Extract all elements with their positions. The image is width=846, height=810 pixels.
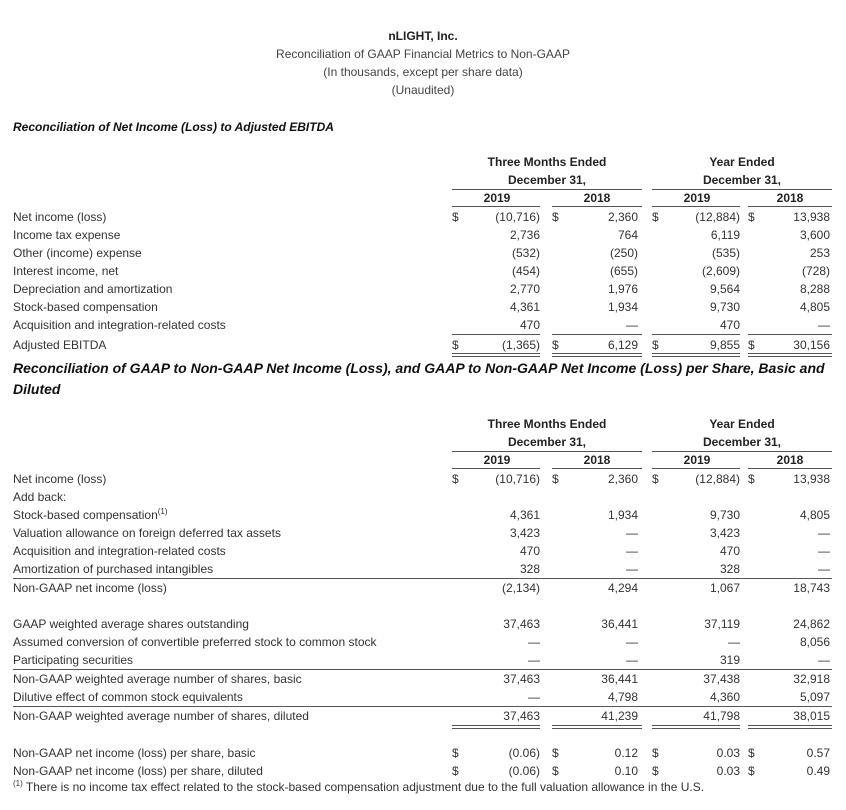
- total-double-rule: [552, 353, 642, 357]
- row-label: Stock-based compensation: [13, 300, 158, 314]
- value-cell: —: [818, 562, 830, 576]
- table-row-total: [0, 336, 846, 354]
- report-subtitle: Reconciliation of GAAP Financial Metrics to Non-GAAP: [276, 47, 570, 61]
- value-cell: 0.10: [614, 764, 638, 778]
- value-cell: 18,743: [793, 581, 830, 595]
- value-cell: 6,129: [607, 338, 638, 352]
- row-label-text: Stock-based compensation: [13, 508, 158, 522]
- currency-symbol: $: [748, 338, 755, 352]
- table-row: [0, 651, 846, 669]
- year-header: 2019: [483, 453, 511, 467]
- value-cell: —: [818, 544, 830, 558]
- value-cell: 2,736: [509, 228, 540, 242]
- row-label: Adjusted EBITDA: [13, 338, 107, 352]
- value-cell: 41,798: [703, 709, 740, 723]
- row-label: Non-GAAP net income (loss): [13, 581, 167, 595]
- period-year-label: Year Ended: [709, 417, 775, 431]
- table-row: [0, 208, 846, 226]
- value-cell: 1,934: [607, 508, 638, 522]
- value-cell: (10,716): [495, 472, 540, 486]
- value-cell: 470: [519, 318, 540, 332]
- table-row: [0, 615, 846, 633]
- period-year-rule: [652, 189, 832, 190]
- value-cell: 32,918: [793, 672, 830, 686]
- row-label: Income tax expense: [13, 228, 121, 242]
- value-cell: —: [626, 526, 638, 540]
- year-rule: [748, 468, 832, 469]
- value-cell: 37,463: [503, 672, 540, 686]
- row-label: Non-GAAP weighted average number of shares, diluted: [13, 709, 309, 723]
- value-cell: 1,067: [709, 581, 740, 595]
- table-row: [0, 560, 846, 578]
- period-year-rule: [652, 451, 832, 452]
- value-cell: 3,423: [509, 526, 540, 540]
- value-cell: 13,938: [793, 472, 830, 486]
- year-rule: [552, 468, 642, 469]
- value-cell: (532): [511, 246, 540, 260]
- value-cell: 2,360: [607, 472, 638, 486]
- currency-symbol: $: [652, 210, 659, 224]
- currency-symbol: $: [552, 338, 559, 352]
- total-double-rule: [452, 353, 540, 357]
- footnote-text: There is no income tax effect related to the stock-based compensation adjustment due to the full valuation allowance in the U.S.: [25, 780, 705, 794]
- year-rule: [652, 206, 740, 207]
- period-year-date: December 31,: [702, 435, 782, 449]
- year-header: 2018: [583, 453, 611, 467]
- value-cell: 37,463: [503, 709, 540, 723]
- currency-symbol: $: [452, 210, 459, 224]
- value-cell: (12,884): [695, 472, 740, 486]
- row-label: Non-GAAP net income (loss) per share, diluted: [13, 764, 263, 778]
- total-double-rule: [748, 353, 832, 357]
- value-cell: 41,239: [601, 709, 638, 723]
- table-row: [0, 670, 846, 688]
- table-row: [0, 488, 846, 506]
- value-cell: —: [528, 653, 540, 667]
- value-cell: 470: [719, 544, 740, 558]
- table-row: [0, 744, 846, 762]
- value-cell: 0.12: [614, 746, 638, 760]
- value-cell: 470: [519, 544, 540, 558]
- value-cell: (1,365): [501, 338, 540, 352]
- total-double-rule: [652, 725, 740, 729]
- period-quarter-rule: [452, 451, 642, 452]
- value-cell: 9,564: [709, 282, 740, 296]
- row-label: Amortization of purchased intangibles: [13, 562, 214, 576]
- value-cell: (12,884): [695, 210, 740, 224]
- currency-symbol: $: [552, 472, 559, 486]
- currency-symbol: $: [748, 472, 755, 486]
- table-row: [0, 244, 846, 262]
- table-row: [0, 470, 846, 488]
- table-row: [0, 506, 846, 524]
- table-row: [0, 688, 846, 706]
- value-cell: (535): [711, 246, 740, 260]
- row-label: Non-GAAP weighted average number of shares, basic: [13, 672, 302, 686]
- year-header: 2018: [776, 191, 804, 205]
- value-cell: (728): [801, 264, 830, 278]
- value-cell: 4,805: [799, 508, 830, 522]
- value-cell: —: [818, 526, 830, 540]
- value-cell: 36,441: [601, 617, 638, 631]
- year-rule: [452, 468, 540, 469]
- value-cell: 764: [617, 228, 638, 242]
- value-cell: 37,438: [703, 672, 740, 686]
- value-cell: (454): [511, 264, 540, 278]
- value-cell: 3,600: [799, 228, 830, 242]
- value-cell: 470: [719, 318, 740, 332]
- value-cell: 9,855: [709, 338, 740, 352]
- currency-symbol: $: [552, 210, 559, 224]
- value-cell: 0.03: [716, 746, 740, 760]
- value-cell: 328: [519, 562, 540, 576]
- value-cell: 0.03: [716, 764, 740, 778]
- value-cell: 0.57: [806, 746, 830, 760]
- value-cell: 6,119: [710, 228, 740, 242]
- table-row: [0, 226, 846, 244]
- period-header-year: [652, 153, 832, 189]
- value-cell: (2,134): [501, 581, 540, 595]
- value-cell: —: [818, 318, 830, 332]
- value-cell: (0.06): [508, 746, 540, 760]
- value-cell: 9,730: [709, 300, 740, 314]
- total-double-rule: [452, 725, 540, 729]
- currency-symbol: $: [452, 338, 459, 352]
- year-header: 2018: [776, 453, 804, 467]
- year-header: 2019: [683, 191, 711, 205]
- total-double-rule: [652, 353, 740, 357]
- value-cell: 4,360: [709, 690, 740, 704]
- value-cell: (250): [609, 246, 638, 260]
- company-name: nLIGHT, Inc.: [388, 29, 458, 43]
- period-header-quarter: [452, 415, 642, 451]
- value-cell: —: [626, 544, 638, 558]
- row-label: Acquisition and integration-related costs: [13, 318, 226, 332]
- value-cell: 1,934: [607, 300, 638, 314]
- year-rule: [452, 206, 540, 207]
- year-header: 2019: [683, 453, 711, 467]
- row-label: Participating securities: [13, 653, 134, 667]
- value-cell: 37,463: [503, 617, 540, 631]
- footnote-marker: (1): [13, 779, 23, 788]
- currency-symbol: $: [552, 764, 559, 778]
- table-row: [0, 316, 846, 334]
- value-cell: 36,441: [601, 672, 638, 686]
- value-cell: 1,976: [607, 282, 638, 296]
- period-year-label: Year Ended: [709, 155, 775, 169]
- value-cell: 4,361: [509, 300, 540, 314]
- period-year-date: December 31,: [702, 173, 782, 187]
- subtotal-rule: [652, 334, 740, 335]
- row-label: Valuation allowance on foreign deferred tax assets: [13, 526, 281, 540]
- period-header-year: [652, 415, 832, 451]
- row-label: GAAP weighted average shares outstanding: [13, 617, 249, 631]
- currency-symbol: $: [652, 764, 659, 778]
- value-cell: 2,770: [509, 282, 540, 296]
- value-cell: —: [626, 318, 638, 332]
- value-cell: 9,730: [709, 508, 740, 522]
- value-cell: 38,015: [793, 709, 830, 723]
- table-row: [0, 524, 846, 542]
- section-title-non-gaap: Reconciliation of GAAP to Non-GAAP Net Income (Loss), and GAAP to Non-GAAP Net Income (Loss) per Share, Basic and Diluted: [13, 360, 825, 397]
- value-cell: (10,716): [495, 210, 540, 224]
- year-header: 2019: [483, 191, 511, 205]
- row-label: Assumed conversion of convertible preferred stock to common stock: [13, 635, 377, 649]
- year-rule: [748, 206, 832, 207]
- row-label: Interest income, net: [13, 264, 119, 278]
- currency-symbol: $: [452, 746, 459, 760]
- table-row: [0, 298, 846, 316]
- value-cell: 8,056: [799, 635, 830, 649]
- subtotal-rule: [552, 334, 642, 335]
- period-header-quarter: [452, 153, 642, 189]
- currency-symbol: $: [748, 746, 755, 760]
- value-cell: —: [818, 653, 830, 667]
- value-cell: 13,938: [793, 210, 830, 224]
- currency-symbol: $: [748, 210, 755, 224]
- value-cell: (2,609): [701, 264, 740, 278]
- value-cell: (655): [609, 264, 638, 278]
- row-label: [13, 506, 168, 524]
- currency-symbol: $: [452, 472, 459, 486]
- value-cell: 4,805: [799, 300, 830, 314]
- row-label: Other (income) expense: [13, 246, 142, 260]
- table-row: [0, 579, 846, 597]
- currency-symbol: $: [552, 746, 559, 760]
- total-double-rule: [748, 725, 832, 729]
- value-cell: —: [528, 635, 540, 649]
- value-cell: 319: [719, 653, 740, 667]
- period-quarter-date: December 31,: [507, 173, 587, 187]
- year-header: 2018: [583, 191, 611, 205]
- table-row: [0, 633, 846, 651]
- footnote-marker: (1): [157, 507, 168, 516]
- audit-note: (Unaudited): [391, 83, 455, 97]
- value-cell: 4,798: [607, 690, 638, 704]
- value-cell: 3,423: [709, 526, 740, 540]
- table-row: [0, 262, 846, 280]
- row-label: Non-GAAP net income (loss) per share, basic: [13, 746, 256, 760]
- value-cell: —: [626, 653, 638, 667]
- total-double-rule: [552, 725, 642, 729]
- value-cell: —: [626, 562, 638, 576]
- currency-symbol: $: [652, 472, 659, 486]
- year-rule: [552, 206, 642, 207]
- period-quarter-date: December 31,: [507, 435, 587, 449]
- subtotal-rule: [452, 334, 540, 335]
- value-cell: 2,360: [607, 210, 638, 224]
- value-cell: 37,119: [704, 617, 740, 631]
- table-row: [0, 762, 846, 780]
- units-note: (In thousands, except per share data): [323, 65, 523, 79]
- row-label: Add back:: [13, 490, 67, 504]
- currency-symbol: $: [652, 746, 659, 760]
- currency-symbol: $: [652, 338, 659, 352]
- period-quarter-label: Three Months Ended: [487, 155, 607, 169]
- currency-symbol: $: [748, 764, 755, 778]
- value-cell: 5,097: [799, 690, 830, 704]
- value-cell: —: [626, 635, 638, 649]
- row-label: Net income (loss): [13, 210, 107, 224]
- period-quarter-label: Three Months Ended: [487, 417, 607, 431]
- footnote: [13, 780, 704, 794]
- value-cell: 4,294: [607, 581, 638, 595]
- value-cell: (0.06): [508, 764, 540, 778]
- row-label: Acquisition and integration-related costs: [13, 544, 226, 558]
- year-rule: [652, 468, 740, 469]
- section-title-adjusted-ebitda: Reconciliation of Net Income (Loss) to Adjusted EBITDA: [13, 120, 334, 134]
- subtotal-rule: [748, 334, 832, 335]
- value-cell: 4,361: [509, 508, 540, 522]
- period-quarter-rule: [452, 189, 642, 190]
- row-label: Depreciation and amortization: [13, 282, 173, 296]
- value-cell: 24,862: [793, 617, 830, 631]
- value-cell: 328: [719, 562, 740, 576]
- value-cell: 0.49: [806, 764, 830, 778]
- value-cell: 253: [809, 246, 830, 260]
- value-cell: —: [728, 635, 740, 649]
- value-cell: 30,156: [793, 338, 830, 352]
- currency-symbol: $: [452, 764, 459, 778]
- table-row: [0, 280, 846, 298]
- row-label: Dilutive effect of common stock equivalents: [13, 690, 243, 704]
- table-row: [0, 542, 846, 560]
- row-label: Net income (loss): [13, 472, 107, 486]
- value-cell: —: [528, 690, 540, 704]
- table-row: [0, 707, 846, 725]
- value-cell: 8,288: [799, 282, 830, 296]
